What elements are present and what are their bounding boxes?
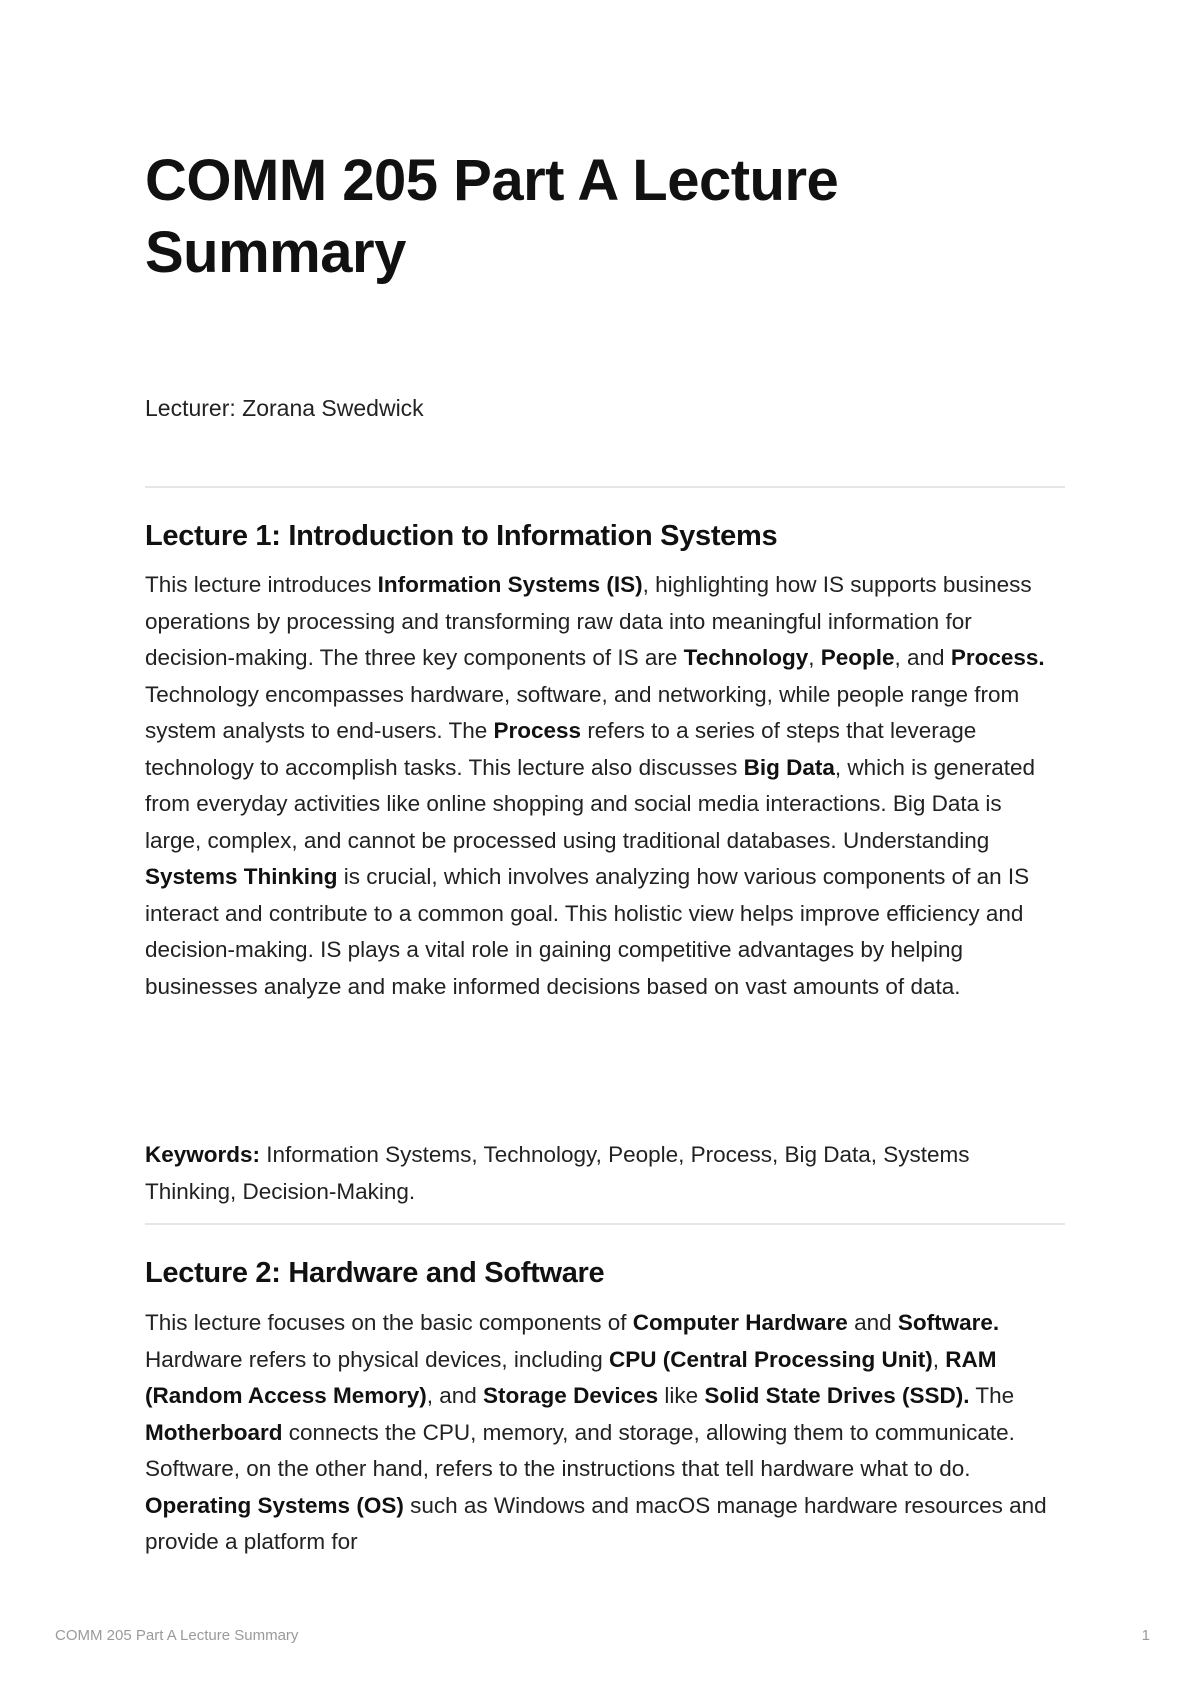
term-process: Process. bbox=[950, 645, 1045, 670]
term-ssd: Solid State Drives (SSD). bbox=[704, 1383, 970, 1408]
text-run: , and bbox=[894, 645, 951, 670]
lecture-1-summary bbox=[145, 567, 1060, 1005]
term-storage-devices: Storage Devices bbox=[483, 1383, 659, 1408]
term-process: Process bbox=[493, 718, 582, 743]
text-run: , and bbox=[426, 1383, 484, 1408]
text-run: , which is generated from everyday activities like online shopping and social media interactions. Big Data is large, complex, and cannot be processed using traditional databases. Understanding bbox=[145, 754, 1036, 853]
lecture-2-summary bbox=[145, 1305, 1060, 1561]
text-run: This lecture focuses on the basic components of bbox=[145, 1310, 633, 1335]
term-computer-hardware: Computer Hardware bbox=[632, 1310, 848, 1335]
term-information-systems: Information Systems (IS) bbox=[377, 572, 643, 597]
text-run: and bbox=[847, 1310, 898, 1335]
text-run: Hardware refers to physical devices, including bbox=[145, 1346, 609, 1372]
term-technology: Technology bbox=[683, 645, 809, 670]
term-cpu: CPU (Central Processing Unit) bbox=[608, 1346, 933, 1372]
lecture-1-heading: Lecture 1: Introduction to Information Systems bbox=[145, 520, 778, 552]
text-run: connects the CPU, memory, and storage, allowing them to communicate. Software, on the other hand, refers to the instructions that tell hardware what to do. bbox=[145, 1419, 1015, 1481]
footer-document-title: COMM 205 Part A Lecture Summary bbox=[55, 1627, 299, 1644]
keywords-list: Information Systems, Technology, People, Process, Big Data, Systems Thinking, Decision-Making. bbox=[145, 1142, 970, 1204]
text-run: , bbox=[808, 645, 821, 670]
section-divider bbox=[145, 1223, 1065, 1225]
page-title: COMM 205 Part A Lecture Summary bbox=[145, 148, 839, 285]
text-run: such as Windows and macOS manage hardware resources and provide a platform for bbox=[145, 1492, 1047, 1554]
text-run: , bbox=[932, 1346, 946, 1372]
text-run: , highlighting how IS supports business operations by processing and transforming raw data into meaningful information for decision-making. The three key components of IS are bbox=[145, 572, 1032, 670]
term-operating-systems: Operating Systems (OS) bbox=[145, 1492, 404, 1518]
term-ram: RAM (Random Access Memory) bbox=[145, 1346, 997, 1408]
text-run: refers to a series of steps that leverage technology to accomplish tasks. This lecture also discusses bbox=[145, 718, 977, 780]
term-systems-thinking: Systems Thinking bbox=[145, 864, 338, 889]
lecture-1-keywords bbox=[145, 1137, 1060, 1210]
footer-page-number: 1 bbox=[1141, 1627, 1150, 1644]
text-run: like bbox=[658, 1383, 705, 1408]
lecturer-line: Lecturer: Zorana Swedwick bbox=[145, 395, 424, 421]
term-motherboard: Motherboard bbox=[145, 1419, 283, 1445]
text-run: This lecture introduces bbox=[145, 572, 378, 597]
text-run: The bbox=[969, 1383, 1015, 1408]
lecture-2-heading: Lecture 2: Hardware and Software bbox=[145, 1257, 605, 1289]
text-run: is crucial, which involves analyzing how various components of an IS interact and contribute to a common goal. This holistic view helps improve efficiency and decision-making. IS plays a vital role in gaining competitive advantages by helping businesses analyze and make informed decisions based on vast amounts of data. bbox=[145, 864, 1030, 999]
term-software: Software. bbox=[897, 1310, 1000, 1335]
term-big-data: Big Data bbox=[743, 754, 835, 780]
section-divider bbox=[145, 486, 1065, 488]
term-people: People bbox=[820, 645, 895, 670]
keywords-label: Keywords: bbox=[145, 1142, 261, 1167]
text-run: Technology encompasses hardware, software, and networking, while people range from system analysts to end-users. The bbox=[145, 681, 1020, 743]
